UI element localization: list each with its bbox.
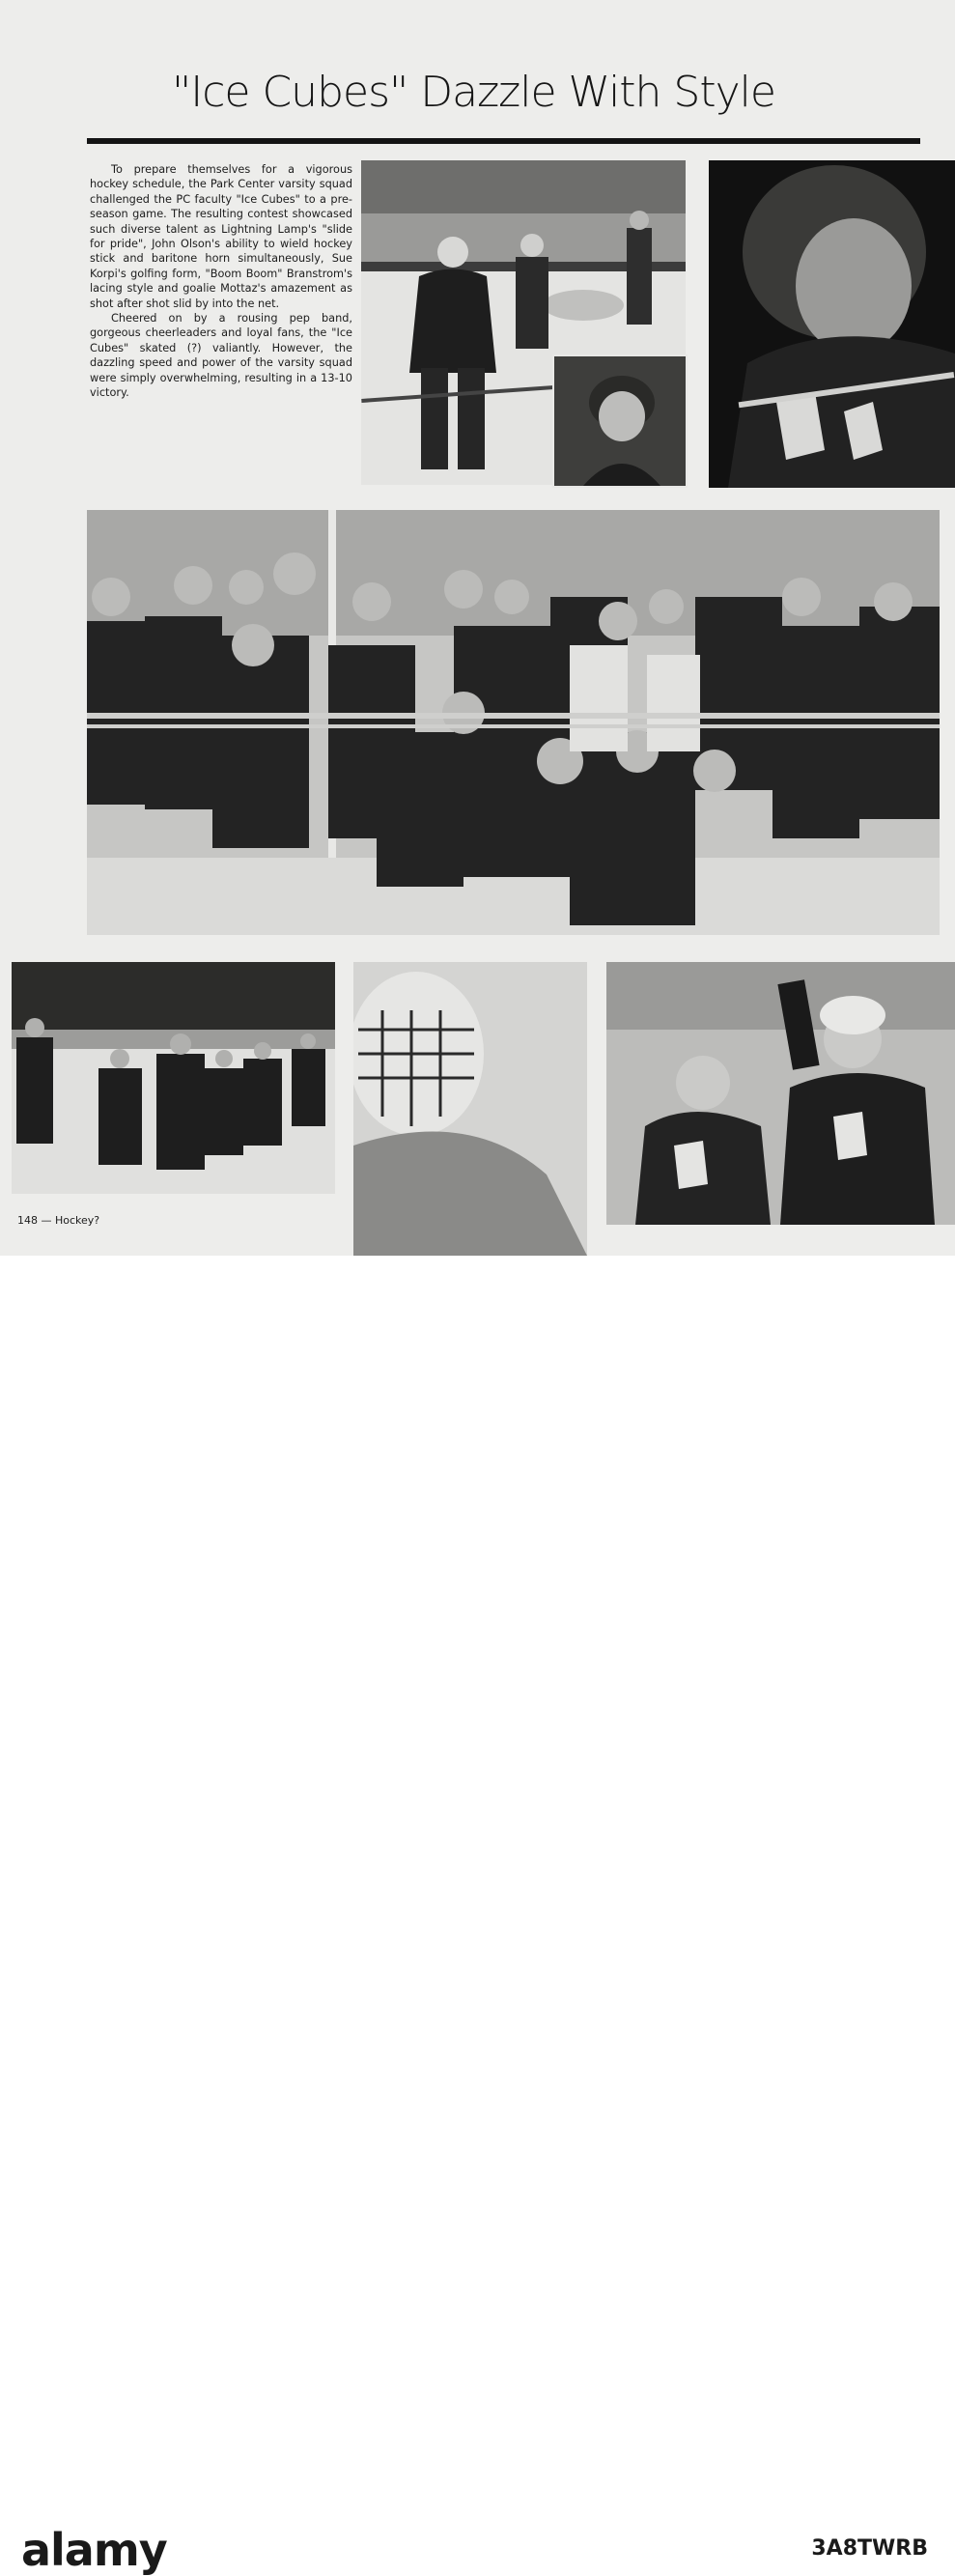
photo-spectator-image [554, 356, 686, 486]
photo-team-group [87, 510, 940, 935]
photo-curly-player-image [709, 160, 955, 488]
stock-id: 3A8TWRB [811, 2536, 928, 2561]
photo-team-group-image [87, 510, 940, 935]
article-body [90, 162, 352, 401]
photo-curly-player [709, 160, 955, 488]
photo-goalie-mask-image [353, 962, 587, 1256]
photo-waving-players-image [606, 962, 955, 1225]
photo-waving-players [606, 962, 955, 1225]
yearbook-page [0, 0, 955, 1256]
watermark-bar [0, 1256, 955, 2576]
brand-logo: alamy [21, 2524, 167, 2576]
article-paragraph-1: To prepare themselves for a vigorous hockey schedule, the Park Center varsity squad challenged the PC faculty "Ice Cubes" to a pre-season game. The resulting contest showcased such diverse talent as Lightning Lamp's "slide for pride", John Olson's ability to wield hockey stick and baritone horn simultaneously, Sue Korpi's golfing form, "Boom Boom" Branstrom's lacing style and goalie Mottaz's amazement as shot after shot slid by into the net. [90, 163, 352, 310]
photo-spectator-inset [552, 354, 688, 488]
photo-goalie-mask [353, 962, 587, 1256]
title-rule [87, 138, 920, 144]
photo-handshake-line-image [12, 962, 335, 1194]
page-title: "Ice Cubes" Dazzle With Style [172, 68, 775, 117]
photo-handshake-line [12, 962, 335, 1194]
article-paragraph-2: Cheered on by a rousing pep band, gorgeous cheerleaders and loyal fans, the "Ice Cubes" skated (?) valiantly. However, the dazzling speed and power of the varsity squad were simply overwhelming, resulting in a 13-10 victory. [90, 312, 352, 400]
page-folio: 148 — Hockey? [17, 1214, 100, 1227]
